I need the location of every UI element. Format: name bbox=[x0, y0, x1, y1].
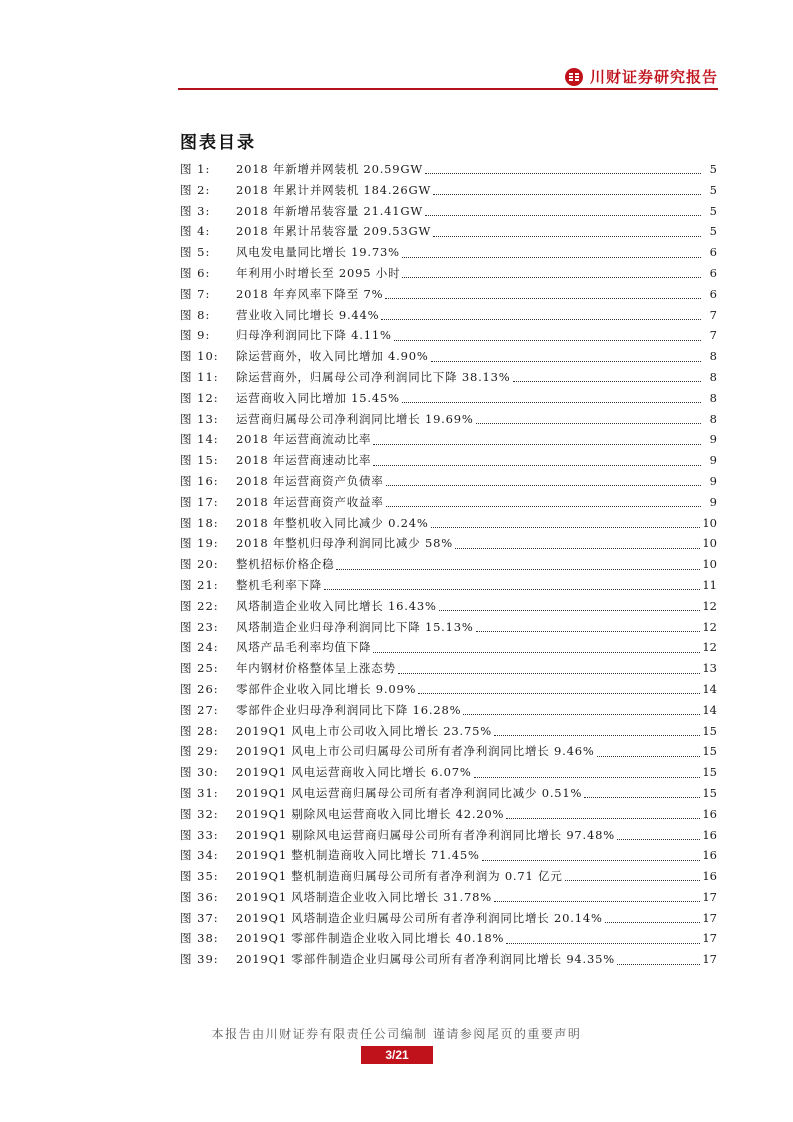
toc-entry-page[interactable]: 17 bbox=[702, 910, 717, 925]
toc-entry[interactable] bbox=[180, 263, 717, 284]
toc-entry-label: 图 25: bbox=[180, 661, 219, 676]
toc-dot-leader bbox=[386, 505, 701, 507]
toc-entry-page[interactable]: 9 bbox=[709, 432, 717, 447]
toc-entry[interactable] bbox=[180, 866, 717, 887]
toc-list bbox=[180, 159, 717, 970]
toc-entry-label: 图 11: bbox=[180, 369, 219, 384]
toc-entry-page[interactable]: 12 bbox=[702, 640, 717, 655]
toc-entry-title[interactable]: 2018 年运营商流动比率 bbox=[236, 432, 372, 447]
toc-dot-leader bbox=[617, 838, 700, 840]
toc-dot-leader bbox=[425, 172, 701, 174]
toc-entry-page[interactable]: 5 bbox=[709, 162, 717, 176]
toc-entry-label: 图 34: bbox=[180, 848, 219, 863]
toc-entry-label: 图 12: bbox=[180, 390, 219, 405]
toc-dot-leader bbox=[506, 817, 700, 819]
toc-entry-page[interactable]: 16 bbox=[702, 869, 717, 884]
toc-dot-leader bbox=[381, 318, 701, 320]
toc-entry[interactable] bbox=[180, 554, 717, 575]
toc-entry-page[interactable]: 11 bbox=[702, 577, 717, 592]
toc-entry[interactable] bbox=[180, 575, 717, 596]
toc-entry[interactable] bbox=[180, 533, 717, 554]
toc-entry-page[interactable]: 6 bbox=[709, 245, 717, 260]
toc-dot-leader bbox=[385, 297, 701, 299]
toc-dot-leader bbox=[324, 588, 700, 590]
toc-dot-leader bbox=[433, 193, 701, 195]
toc-dot-leader bbox=[476, 630, 701, 632]
toc-entry-label: 图 31: bbox=[180, 785, 219, 800]
toc-entry-label: 图 13: bbox=[180, 411, 219, 426]
toc-entry[interactable] bbox=[180, 450, 717, 471]
toc-entry-page[interactable]: 8 bbox=[709, 369, 717, 384]
toc-entry[interactable] bbox=[180, 159, 717, 180]
toc-entry-label: 图 37: bbox=[180, 910, 219, 925]
toc-entry-page[interactable]: 14 bbox=[702, 681, 717, 696]
toc-entry[interactable] bbox=[180, 700, 717, 721]
toc-entry-title[interactable]: 2019Q1 风电运营商归属母公司所有者净利润同比减少 0.51% bbox=[236, 785, 583, 800]
toc-entry[interactable] bbox=[180, 783, 717, 804]
toc-dot-leader bbox=[506, 942, 700, 944]
brand bbox=[564, 66, 718, 87]
toc-dot-leader bbox=[373, 443, 701, 445]
toc-dot-leader bbox=[425, 214, 701, 216]
toc-entry-page[interactable]: 15 bbox=[702, 785, 717, 800]
toc-dot-leader bbox=[463, 713, 700, 715]
toc-dot-leader bbox=[565, 879, 701, 881]
toc-entry-title[interactable]: 2018 年整机归母净利润同比减少 58% bbox=[236, 536, 453, 551]
toc-entry-page[interactable]: 16 bbox=[702, 806, 717, 821]
toc-entry-label: 图 23: bbox=[180, 619, 219, 634]
toc-entry[interactable] bbox=[180, 741, 717, 762]
toc-dot-leader bbox=[617, 963, 700, 965]
toc-entry[interactable] bbox=[180, 658, 717, 679]
toc-entry-label: 图 17: bbox=[180, 494, 219, 509]
toc-entry-page[interactable]: 5 bbox=[709, 224, 717, 239]
toc-entry-title[interactable]: 风塔产品毛利率均值下降 bbox=[236, 640, 372, 655]
toc-entry[interactable] bbox=[180, 679, 717, 700]
toc-entry[interactable] bbox=[180, 949, 717, 970]
toc-entry-title[interactable]: 归母净利润同比下降 4.11% bbox=[236, 328, 392, 343]
toc-entry[interactable] bbox=[180, 284, 717, 305]
toc-entry-label: 图 29: bbox=[180, 744, 219, 759]
toc-entry-page[interactable]: 10 bbox=[702, 536, 717, 551]
toc-entry[interactable] bbox=[180, 825, 717, 846]
toc-dot-leader bbox=[336, 568, 700, 570]
toc-entry-page[interactable]: 7 bbox=[709, 307, 717, 322]
toc-entry-title[interactable]: 2018 年累计吊装容量 209.53GW bbox=[236, 224, 432, 239]
toc-entry-page[interactable]: 12 bbox=[702, 598, 717, 613]
toc-entry-title[interactable]: 2019Q1 零部件制造企业收入同比增长 40.18% bbox=[236, 931, 505, 946]
toc-entry-title[interactable]: 2019Q1 风塔制造企业收入同比增长 31.78% bbox=[236, 889, 492, 904]
toc-entry-label: 图 15: bbox=[180, 453, 219, 468]
toc-entry-title[interactable]: 2019Q1 剔除风电运营商归属母公司所有者净利润同比增长 97.48% bbox=[236, 827, 615, 842]
chuancai-logo-icon bbox=[564, 67, 584, 87]
toc-entry-page[interactable]: 10 bbox=[702, 557, 717, 572]
toc-entry-title[interactable]: 2018 年整机收入同比减少 0.24% bbox=[236, 515, 429, 530]
toc-entry-title[interactable]: 除运营商外，收入同比增加 4.90% bbox=[236, 349, 429, 364]
toc-entry-label: 图 30: bbox=[180, 765, 219, 780]
toc-entry[interactable] bbox=[180, 471, 717, 492]
toc-entry-label: 图 20: bbox=[180, 557, 219, 572]
toc-entry[interactable] bbox=[180, 388, 717, 409]
page-header bbox=[178, 60, 718, 90]
toc-entry[interactable] bbox=[180, 221, 717, 242]
toc-entry-title[interactable]: 2018 年新增并网装机 20.59GW bbox=[236, 162, 424, 176]
toc-entry-page[interactable]: 6 bbox=[709, 265, 717, 280]
toc-entry[interactable] bbox=[180, 804, 717, 825]
toc-entry-label: 图 32: bbox=[180, 806, 219, 821]
toc-entry[interactable] bbox=[180, 346, 717, 367]
toc-dot-leader bbox=[494, 900, 700, 902]
toc-entry-label: 图 33: bbox=[180, 827, 219, 842]
toc-entry-label: 图 26: bbox=[180, 681, 219, 696]
toc-entry-label: 图 6: bbox=[180, 265, 211, 280]
toc-entry-label: 图 21: bbox=[180, 577, 219, 592]
toc-entry-page[interactable]: 17 bbox=[702, 889, 717, 904]
toc-entry-title[interactable]: 除运营商外，归属母公司净利润同比下降 38.13% bbox=[236, 369, 511, 384]
toc-entry-page[interactable]: 10 bbox=[702, 515, 717, 530]
toc-entry-title[interactable]: 2019Q1 风电运营商收入同比增长 6.07% bbox=[236, 765, 472, 780]
toc-entry-label: 图 3: bbox=[180, 203, 211, 218]
toc-entry[interactable] bbox=[180, 637, 717, 658]
toc-entry-page[interactable]: 6 bbox=[709, 286, 717, 301]
toc-entry-page[interactable]: 5 bbox=[709, 203, 717, 218]
toc-entry[interactable] bbox=[180, 762, 717, 783]
toc-dot-leader bbox=[431, 526, 701, 528]
toc-entry-label: 图 16: bbox=[180, 473, 219, 488]
toc-entry-page[interactable]: 13 bbox=[702, 661, 717, 676]
toc-entry[interactable] bbox=[180, 596, 717, 617]
toc-entry-title[interactable]: 2019Q1 风电上市公司归属母公司所有者净利润同比增长 9.46% bbox=[236, 744, 595, 759]
toc-entry-label: 图 18: bbox=[180, 515, 219, 530]
toc-entry-title[interactable]: 2018 年弃风率下降至 7% bbox=[236, 286, 384, 301]
header-divider bbox=[178, 88, 718, 90]
toc-dot-leader bbox=[373, 651, 700, 653]
toc-entry-page[interactable]: 14 bbox=[702, 702, 717, 717]
toc-dot-leader bbox=[455, 547, 700, 549]
toc-dot-leader bbox=[394, 339, 701, 341]
toc-entry-title[interactable]: 风电发电量同比增长 19.73% bbox=[236, 245, 400, 260]
toc-entry-page[interactable]: 8 bbox=[709, 390, 717, 405]
toc-entry-title[interactable]: 风塔制造企业收入同比增长 16.43% bbox=[236, 598, 437, 613]
toc-entry-title[interactable]: 2018 年新增吊装容量 21.41GW bbox=[236, 203, 424, 218]
toc-dot-leader bbox=[494, 734, 700, 736]
toc-entry[interactable] bbox=[180, 242, 717, 263]
toc-dot-leader bbox=[402, 256, 701, 258]
toc-entry-title[interactable]: 2019Q1 风电上市公司收入同比增长 23.75% bbox=[236, 723, 492, 738]
toc-dot-leader bbox=[373, 464, 701, 466]
toc-dot-leader bbox=[482, 859, 701, 861]
toc-entry-page[interactable]: 5 bbox=[709, 182, 717, 197]
toc-entry-title[interactable]: 整机毛利率下降 bbox=[236, 577, 323, 592]
toc-entry-title[interactable]: 2019Q1 零部件制造企业归属母公司所有者净利润同比增长 94.35% bbox=[236, 952, 615, 967]
toc-entry-title[interactable]: 2019Q1 风塔制造企业归属母公司所有者净利润同比增长 20.14% bbox=[236, 910, 603, 925]
toc-entry-title[interactable]: 整机招标价格企稳 bbox=[236, 557, 335, 572]
toc-entry[interactable] bbox=[180, 513, 717, 534]
toc-entry-title[interactable]: 年利用小时增长至 2095 小时 bbox=[236, 265, 401, 280]
toc-entry-title[interactable]: 2018 年运营商资产负债率 bbox=[236, 473, 384, 488]
toc-entry[interactable] bbox=[180, 367, 717, 388]
toc-entry-title[interactable]: 年内钢材价格整体呈上涨态势 bbox=[236, 661, 396, 676]
toc-entry-label: 图 14: bbox=[180, 432, 219, 447]
toc-entry-title[interactable]: 营业收入同比增长 9.44% bbox=[236, 307, 380, 322]
toc-entry-page[interactable]: 17 bbox=[702, 931, 717, 946]
toc-dot-leader bbox=[476, 422, 701, 424]
toc-title: 图表目录 bbox=[180, 133, 256, 153]
toc-entry-title[interactable]: 零部件企业归母净利润同比下降 16.28% bbox=[236, 702, 462, 717]
toc-entry-label: 图 35: bbox=[180, 869, 219, 884]
toc-entry-label: 图 38: bbox=[180, 931, 219, 946]
toc-entry[interactable] bbox=[180, 201, 717, 222]
toc-entry-label: 图 1: bbox=[180, 162, 211, 176]
brand-title: 川财证券研究报告 bbox=[589, 68, 718, 86]
toc-entry[interactable] bbox=[180, 325, 717, 346]
toc-dot-leader bbox=[398, 672, 700, 674]
toc-entry-page[interactable]: 7 bbox=[709, 328, 717, 343]
toc-entry-page[interactable]: 15 bbox=[702, 723, 717, 738]
toc-entry[interactable] bbox=[180, 908, 717, 929]
toc-dot-leader bbox=[439, 609, 701, 611]
toc-entry-title[interactable]: 运营商收入同比增加 15.45% bbox=[236, 390, 400, 405]
toc-dot-leader bbox=[605, 921, 701, 923]
toc-entry-label: 图 2: bbox=[180, 182, 211, 197]
toc-entry-label: 图 22: bbox=[180, 598, 219, 613]
toc-entry-page[interactable]: 8 bbox=[709, 411, 717, 426]
toc-dot-leader bbox=[474, 776, 701, 778]
toc-entry-page[interactable]: 15 bbox=[702, 744, 717, 759]
toc-entry-title[interactable]: 2019Q1 整机制造商归属母公司所有者净利润为 0.71 亿元 bbox=[236, 869, 563, 884]
toc-entry-page[interactable]: 9 bbox=[709, 494, 717, 509]
toc-entry-label: 图 9: bbox=[180, 328, 211, 343]
toc-entry-label: 图 5: bbox=[180, 245, 211, 260]
toc-entry-title[interactable]: 2018 年累计并网装机 184.26GW bbox=[236, 182, 432, 197]
toc-entry-label: 图 27: bbox=[180, 702, 219, 717]
toc-entry-title[interactable]: 2018 年运营商资产收益率 bbox=[236, 494, 384, 509]
toc-entry[interactable] bbox=[180, 492, 717, 513]
toc-entry-label: 图 10: bbox=[180, 349, 219, 364]
toc-entry[interactable] bbox=[180, 845, 717, 866]
toc-dot-leader bbox=[418, 692, 700, 694]
toc-dot-leader bbox=[402, 401, 701, 403]
toc-entry-page[interactable]: 8 bbox=[709, 349, 717, 364]
toc-entry-label: 图 19: bbox=[180, 536, 219, 551]
toc-entry-label: 图 24: bbox=[180, 640, 219, 655]
toc-entry[interactable] bbox=[180, 429, 717, 450]
toc-entry-label: 图 8: bbox=[180, 307, 211, 322]
toc-dot-leader bbox=[386, 484, 701, 486]
toc-entry[interactable] bbox=[180, 887, 717, 908]
toc-entry-label: 图 39: bbox=[180, 952, 219, 967]
toc-entry[interactable] bbox=[180, 617, 717, 638]
toc-entry[interactable] bbox=[180, 305, 717, 326]
toc-entry-page[interactable]: 9 bbox=[709, 453, 717, 468]
toc-entry[interactable] bbox=[180, 721, 717, 742]
toc-entry-label: 图 28: bbox=[180, 723, 219, 738]
toc-entry-title[interactable]: 零部件企业收入同比增长 9.09% bbox=[236, 681, 417, 696]
toc-entry-title[interactable]: 运营商归属母公司净利润同比增长 19.69% bbox=[236, 411, 474, 426]
toc-dot-leader bbox=[402, 276, 701, 278]
toc-entry-page[interactable]: 9 bbox=[709, 473, 717, 488]
footer-disclaimer: 本报告由川财证券有限责任公司编制 谨请参阅尾页的重要声明 bbox=[211, 1027, 582, 1041]
toc-dot-leader bbox=[597, 755, 701, 757]
toc-entry-page[interactable]: 16 bbox=[702, 827, 717, 842]
toc-entry-title[interactable]: 2019Q1 整机制造商收入同比增长 71.45% bbox=[236, 848, 480, 863]
toc-dot-leader bbox=[433, 235, 701, 237]
toc-dot-leader bbox=[431, 360, 701, 362]
toc-entry-title[interactable]: 风塔制造企业归母净利润同比下降 15.13% bbox=[236, 619, 474, 634]
toc-entry-label: 图 4: bbox=[180, 224, 211, 239]
toc-entry-page[interactable]: 15 bbox=[702, 765, 717, 780]
toc-entry-title[interactable]: 2019Q1 剔除风电运营商收入同比增长 42.20% bbox=[236, 806, 505, 821]
toc-entry-page[interactable]: 12 bbox=[702, 619, 717, 634]
toc-dot-leader bbox=[513, 380, 701, 382]
toc-entry[interactable] bbox=[180, 928, 717, 949]
toc-entry-label: 图 36: bbox=[180, 889, 219, 904]
page-number-badge: 3/21 bbox=[361, 1046, 433, 1064]
toc-dot-leader bbox=[584, 796, 700, 798]
toc-entry[interactable] bbox=[180, 180, 717, 201]
toc-entry-page[interactable]: 17 bbox=[702, 952, 717, 967]
toc-entry-page[interactable]: 16 bbox=[702, 848, 717, 863]
toc-entry-label: 图 7: bbox=[180, 286, 211, 301]
toc-entry-title[interactable]: 2018 年运营商速动比率 bbox=[236, 453, 372, 468]
toc-entry[interactable] bbox=[180, 409, 717, 430]
